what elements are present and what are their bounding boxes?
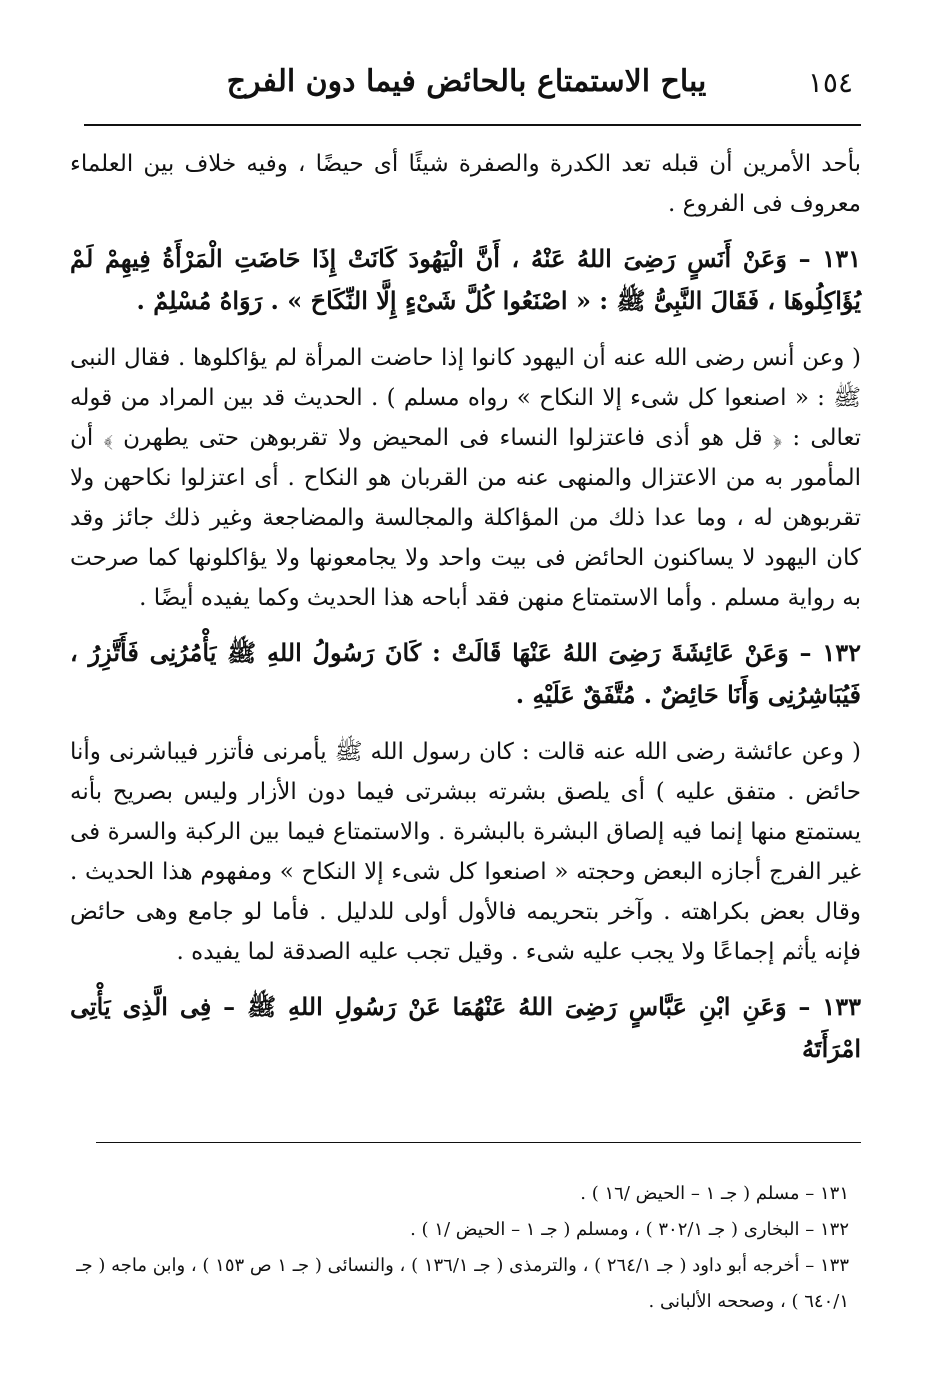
- commentary-paragraph: بأحد الأمرين أن قبله تعد الكدرة والصفرة شيئًا أى حيضًا ، وفيه خلاف بين العلماء معروف فى الفروع .: [70, 151, 861, 217]
- footnote-133: ١٣٣ – أخرجه أبو داود ( جـ ٢٦٤/١ ) ، والترمذى ( جـ ١٣٦/١ ) ، والنسائى ( جـ ١ ص ١٥٣ ) ، وابن ماجه ( جـ ٦٤٠/١ ) ، وصححه الألبانى .: [76, 1255, 849, 1312]
- main-text: [70, 144, 861, 1086]
- hadith-133: ١٣٣ – وَعَنِ ابْنِ عَبَّاسٍ رَضِىَ اللهُ عَنْهُمَا عَنْ رَسُولِ اللهِ ﷺ – فِى الَّذِى يَأْتِى امْرَأَتَهُ: [70, 992, 861, 1063]
- hadith-131: ١٣١ – وَعَنْ أَنَسٍ رَضِىَ اللهُ عَنْهُ ، أَنَّ الْيَهُودَ كَانَتْ إِذَا حَاضَتِ الْمَرْأَةُ فِيهِمْ لَمْ يُؤَاكِلُوهَا ، فَقَالَ النَّبِىُّ ﷺ : « اصْنَعُوا كُلَّ شَىْءٍ إِلَّا النِّكَاحَ » . رَوَاهُ مُسْلِمٌ .: [70, 244, 861, 315]
- commentary-paragraph: ( وعن أنس رضى الله عنه أن اليهود كانوا إذا حاضت المرأة لم يؤاكلوها . فقال النبى ﷺ : « اصنعوا كل شىء إلا النكاح » رواه مسلم ) . الحديث قد بين المراد من قوله تعالى : ﴿ قل هو أذى فاعتزلوا النساء فى المحيض ولا تقربوهن حتى يطهرن ﴾ أن المأمور به من الاعتزال والمنهى عنه من القربان هو النكاح . أى اعتزلوا نكاحهن ولا تقربوهن له ، وما عدا ذلك من المؤاكلة والمجالسة والمضاجعة وغير ذلك جائز وقد كان اليهود لا يساكنون الحائض فى بيت واحد ولا يجامعونها ولا يؤاكلونها كما صرحت به رواية مسلم . وأما الاستمتاع منهن فقد أباحه هذا الحديث وكما يفيده أيضًا .: [70, 345, 861, 611]
- header-divider: [84, 124, 861, 126]
- hadith-132: ١٣٢ – وَعَنْ عَائِشَةَ رَضِىَ اللهُ عَنْهَا قَالَتْ : كَانَ رَسُولُ اللهِ ﷺ يَأْمُرُنِى فَأَتَّزِرُ ، فَيُبَاشِرُنِى وَأَنَا حَائِضٌ . مُتَّفَقٌ عَلَيْهِ .: [70, 638, 861, 709]
- running-title: يباح الاستمتاع بالحائض فيما دون الفرج: [226, 64, 707, 99]
- footnote-131: ١٣١ – مسلم ( جـ ١ – الحيض /١٦ ) .: [580, 1183, 849, 1204]
- footnote-132: ١٣٢ – البخارى ( جـ ٣٠٢/١ ) ، ومسلم ( جـ ١ – الحيض /١ ) .: [410, 1219, 849, 1240]
- page-number: ١٥٤: [807, 66, 853, 99]
- footnote-divider: [96, 1142, 861, 1143]
- page-header: [80, 62, 853, 112]
- commentary-paragraph: ( وعن عائشة رضى الله عنه قالت : كان رسول الله ﷺ يأمرنى فأتزر فيباشرنى وأنا حائض . متفق عليه ) أى يلصق بشرته ببشرتى فيما دون الأزار وليس بصريح بأنه يستمتع منها إنما فيه إلصاق البشرة بالبشرة . والاستمتاع فيما بين الركبة والسرة فى غير الفرج أجازه البعض وحجته « اصنعوا كل شىء إلا النكاح » ومفهوم هذا الحديث . وقال بعض بكراهته . وآخر بتحريمه فالأول أولى للدليل . فأما لو جامع وهى حائض فإنه يأثم إجماعًا ولا يجب عليه شىء . وقيل تجب عليه الصدقة لما يفيده .: [70, 739, 861, 965]
- footnotes: [72, 1176, 849, 1320]
